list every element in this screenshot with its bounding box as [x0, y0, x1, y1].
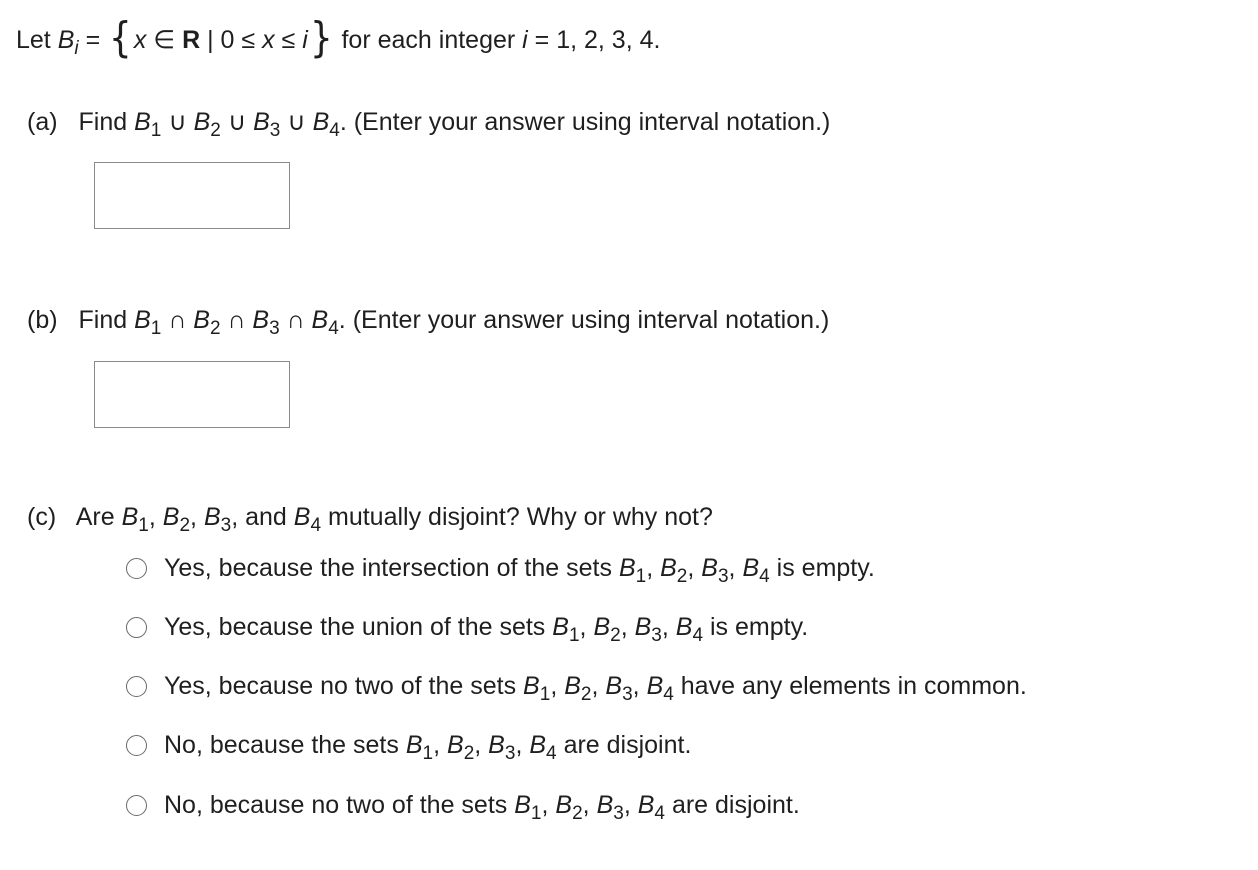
set-b2-index: 2	[209, 318, 221, 339]
comma: ,	[433, 730, 441, 759]
part-b-label: (b)	[27, 306, 58, 334]
close-brace: }	[309, 13, 333, 62]
index-values: = 1, 2, 3, 4.	[534, 26, 661, 54]
equals-sign: =	[85, 26, 101, 54]
union-symbol: ∪	[287, 108, 306, 136]
set-b2: B	[660, 553, 677, 582]
set-b2: B	[193, 108, 211, 136]
option-prefix: Yes, because no two of the sets	[164, 671, 517, 700]
set-b1: B	[523, 671, 540, 700]
option-row-4[interactable]	[126, 729, 692, 764]
set-b2-index: 2	[580, 683, 592, 705]
set-b4: B	[312, 108, 330, 136]
comma: ,	[579, 612, 587, 641]
radio-button-5[interactable]	[126, 795, 147, 816]
option-prefix: Yes, because the intersection of the sets	[164, 553, 612, 582]
part-b-instruction: . (Enter your answer using interval notation.)	[338, 306, 830, 334]
part-b-find: Find	[78, 306, 128, 334]
set-b1-index: 1	[150, 120, 162, 141]
set-b1: B	[514, 790, 531, 819]
comma: ,	[190, 503, 197, 531]
upper-bound: i	[302, 26, 308, 54]
element-of-symbol: ∈	[153, 26, 176, 54]
radio-button-3[interactable]	[126, 676, 147, 697]
option-row-5[interactable]	[126, 789, 800, 824]
set-b3: B	[203, 503, 221, 531]
set-b2: B	[162, 503, 180, 531]
set-b3: B	[488, 730, 505, 759]
set-b2-index: 2	[676, 565, 688, 587]
set-b3: B	[253, 108, 270, 136]
set-b2-index: 2	[572, 802, 583, 824]
option-label-5[interactable]	[164, 790, 800, 824]
part-a-find: Find	[78, 108, 128, 136]
part-c-question-tail: mutually disjoint? Why or why not?	[328, 503, 713, 531]
set-b3-index: 3	[269, 318, 280, 339]
part-c-are: Are	[75, 503, 115, 531]
set-b1-index: 1	[539, 683, 551, 705]
set-b3-index: 3	[220, 515, 232, 536]
set-b4-index: 4	[546, 742, 557, 764]
option-prefix: No, because no two of the sets	[164, 790, 508, 819]
leq-symbol: ≤	[241, 26, 256, 54]
index-variable: i	[522, 26, 528, 54]
set-b3-index: 3	[651, 624, 662, 646]
comma: ,	[661, 612, 669, 641]
union-symbol: ∪	[168, 108, 187, 136]
set-b3-index: 3	[504, 742, 516, 764]
set-b1-index: 1	[568, 624, 580, 646]
set-b3-index: 3	[717, 565, 729, 587]
for-each-text: for each integer	[341, 26, 516, 54]
set-b1: B	[134, 306, 151, 334]
option-suffix: is empty.	[776, 553, 875, 582]
comma: ,	[620, 612, 628, 641]
set-b4: B	[742, 553, 760, 582]
set-b3-index: 3	[622, 683, 633, 705]
comma: ,	[231, 503, 239, 531]
option-suffix: are disjoint.	[671, 790, 800, 819]
set-b4: B	[293, 503, 311, 531]
comma: ,	[474, 730, 482, 759]
radio-button-4[interactable]	[126, 735, 147, 756]
set-variable: B	[57, 26, 75, 54]
set-b4-index: 4	[328, 318, 339, 339]
lower-bound: 0	[220, 26, 235, 54]
set-b4-index: 4	[329, 120, 340, 141]
set-b2-index: 2	[210, 120, 221, 141]
set-b2-index: 2	[463, 742, 475, 764]
set-b2: B	[193, 306, 210, 334]
set-index: i	[74, 38, 79, 59]
set-b1-index: 1	[138, 515, 149, 536]
comma: ,	[541, 790, 549, 819]
bound-variable: x	[262, 26, 275, 54]
set-b1: B	[405, 730, 423, 759]
set-b1-index: 1	[635, 565, 647, 587]
comma: ,	[646, 553, 654, 582]
leq-symbol-2: ≤	[281, 26, 296, 54]
option-label-4[interactable]	[164, 730, 692, 764]
comma: ,	[582, 790, 590, 819]
part-c-label: (c)	[27, 503, 57, 531]
option-row-3[interactable]	[126, 670, 1027, 705]
intersection-symbol: ∩	[227, 306, 246, 334]
set-b4-index: 4	[692, 624, 704, 646]
comma: ,	[148, 503, 156, 531]
set-b3-index: 3	[613, 802, 624, 824]
comma: ,	[632, 671, 640, 700]
part-c-question	[27, 501, 713, 536]
set-b2: B	[555, 790, 573, 819]
set-b4-index: 4	[663, 683, 674, 705]
set-b1: B	[618, 553, 636, 582]
set-b3: B	[596, 790, 614, 819]
set-b4: B	[311, 306, 329, 334]
set-b4-index: 4	[759, 565, 770, 587]
option-label-2[interactable]	[164, 612, 809, 646]
set-b3-index: 3	[269, 120, 281, 141]
option-label-3[interactable]	[164, 671, 1027, 705]
set-b1-index: 1	[422, 742, 434, 764]
set-b4: B	[646, 671, 664, 700]
intersection-symbol: ∩	[168, 306, 187, 334]
comma: ,	[623, 790, 631, 819]
open-brace: {	[109, 13, 132, 62]
set-b1-index: 1	[150, 318, 162, 339]
comma: ,	[515, 730, 523, 759]
set-b1: B	[552, 612, 569, 641]
reals-symbol: R	[182, 26, 201, 54]
radio-button-2[interactable]	[126, 617, 147, 638]
intersection-symbol: ∩	[286, 306, 305, 334]
option-prefix: Yes, because the union of the sets	[164, 612, 546, 641]
option-suffix: have any elements in common.	[680, 671, 1027, 700]
set-b2: B	[447, 730, 464, 759]
union-symbol: ∪	[227, 108, 247, 136]
set-b4-index: 4	[654, 802, 665, 824]
comma: ,	[687, 553, 695, 582]
set-b2: B	[593, 612, 611, 641]
set-b3: B	[634, 612, 652, 641]
part-a-answer-input[interactable]	[94, 162, 290, 229]
such-that-bar: |	[207, 26, 214, 54]
radio-button-1[interactable]	[126, 558, 147, 579]
let-label: Let	[16, 26, 51, 54]
option-suffix: are disjoint.	[563, 730, 692, 759]
element-variable: x	[133, 26, 147, 54]
set-b1-index: 1	[530, 802, 542, 824]
set-b4-index: 4	[310, 515, 322, 536]
part-a-instruction: . (Enter your answer using interval notation.)	[339, 108, 831, 136]
comma: ,	[591, 671, 599, 700]
option-label-1[interactable]	[164, 553, 875, 587]
option-row-2[interactable]	[126, 611, 809, 646]
set-b4: B	[637, 790, 655, 819]
problem-statement	[16, 13, 661, 62]
set-b3: B	[252, 306, 270, 334]
set-b3: B	[701, 553, 718, 582]
set-b2-index: 2	[179, 515, 191, 536]
part-b-question	[27, 304, 830, 339]
and-word: and	[245, 503, 287, 531]
set-b1: B	[121, 503, 139, 531]
comma: ,	[550, 671, 558, 700]
part-a-label: (a)	[27, 108, 58, 136]
option-prefix: No, because the sets	[164, 730, 399, 759]
part-b-answer-input[interactable]	[94, 361, 290, 428]
part-a-question	[27, 106, 831, 141]
option-suffix: is empty.	[710, 612, 809, 641]
set-b3: B	[605, 671, 623, 700]
comma: ,	[728, 553, 736, 582]
set-b2-index: 2	[610, 624, 621, 646]
option-row-1[interactable]	[126, 552, 875, 587]
set-b1: B	[134, 108, 151, 136]
set-b4: B	[675, 612, 693, 641]
set-b4: B	[529, 730, 547, 759]
set-b2: B	[564, 671, 581, 700]
